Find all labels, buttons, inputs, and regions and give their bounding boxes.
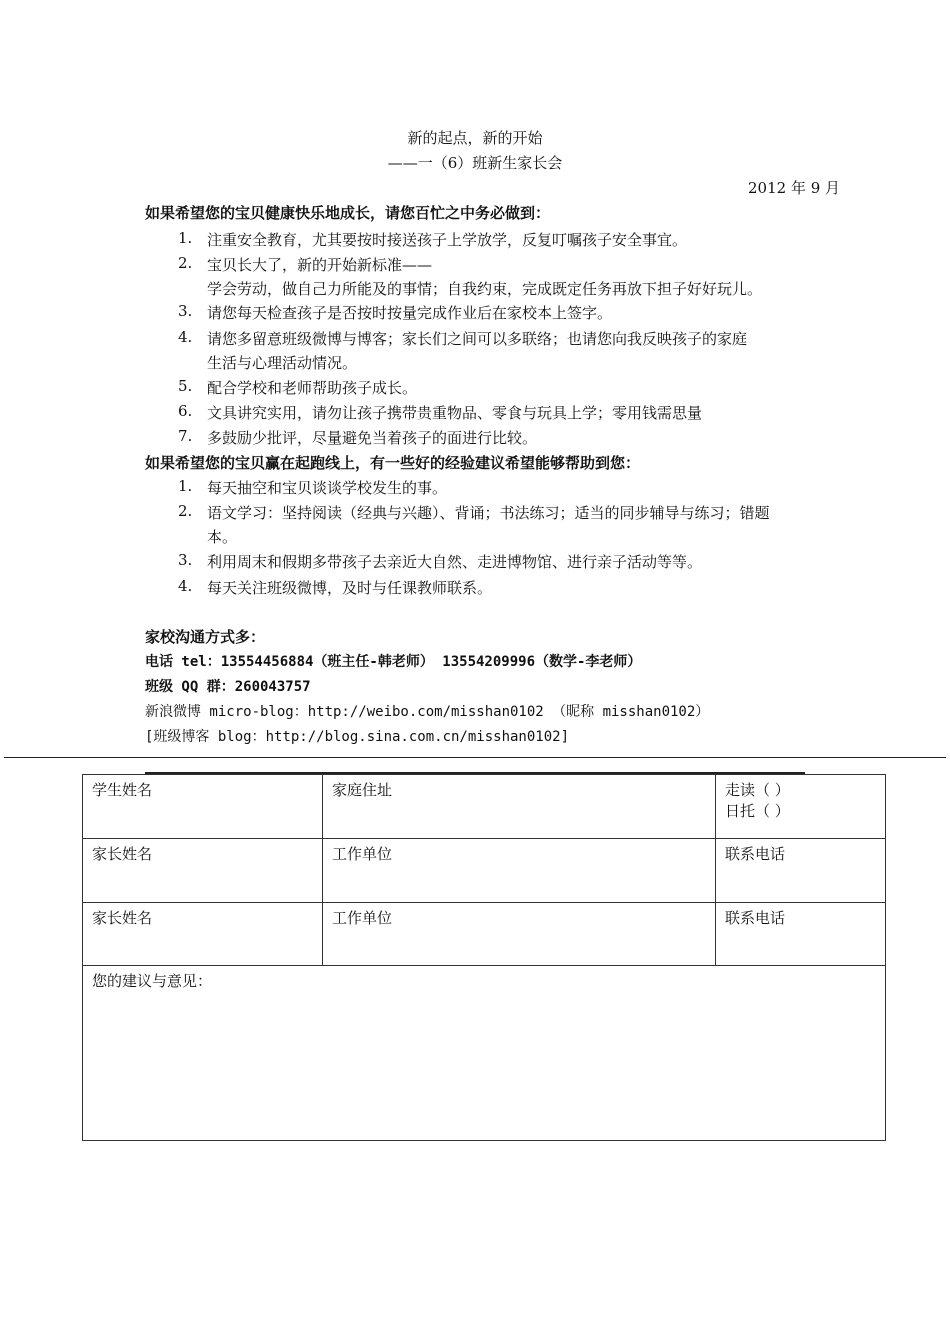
work-unit-label: 工作单位 [332,845,393,863]
suggestions-label: 您的建议与意见： [92,972,213,990]
contact-qq: 班级 QQ 群：260043757 [145,679,311,695]
parent-name-field[interactable] [83,839,323,903]
list-item-number: 3. [178,302,193,320]
contact-phone-label: 联系电话 [725,909,786,927]
list-item-number: 6. [178,402,193,420]
date-label: 2012 年 9 月 [748,179,841,197]
list-item-number: 7. [178,427,193,445]
list-item: 语文学习：坚持阅读（经典与兴趣）、背诵；书法练习；适当的同步辅导与练习；错题 [207,504,770,522]
list-item: 宝贝长大了，新的开始新标准—— [207,256,433,274]
home-address-field[interactable] [323,775,716,839]
walk-home-option[interactable]: 走读（ ） [725,781,790,799]
day-care-option[interactable]: 日托（ ） [725,802,790,820]
contact-weibo: 新浪微博 micro-blog：http://weibo.com/misshan0102 （昵称 misshan0102） [145,704,710,720]
page-title: 新的起点，新的开始 [407,129,543,147]
list-item-number: 3. [178,551,193,569]
list-item: 利用周末和假期多带孩子去亲近大自然、走进博物馆、进行亲子活动等等。 [207,553,703,571]
list-item: 配合学校和老师帮助孩子成长。 [207,379,418,397]
work-unit-label: 工作单位 [332,909,393,927]
student-name-field[interactable] [83,775,323,839]
list-item: 文具讲究实用，请勿让孩子携带贵重物品、零食与玩具上学；零用钱需思量 [207,404,703,422]
suggestions-field[interactable] [83,966,886,1141]
list-item-continuation: 本。 [207,528,238,546]
list-item: 注重安全教育，尤其要按时接送孩子上学放学，反复叮嘱孩子安全事宜。 [207,231,688,249]
list-item-number: 4. [178,577,193,595]
contact-heading: 家校沟通方式多： [145,628,266,646]
list-item: 每天抽空和宝贝谈谈学校发生的事。 [207,479,448,497]
parent-name-field[interactable] [83,903,323,966]
list-item-number: 1. [178,229,193,247]
list-item: 每天关注班级微博，及时与任课教师联系。 [207,579,493,597]
home-address-label: 家庭住址 [332,781,393,799]
list-item-continuation: 学会劳动，做自己力所能及的事情；自我约束，完成既定任务再放下担子好好玩儿。 [207,280,763,298]
contact-phone-label: 联系电话 [725,845,786,863]
section1-heading: 如果希望您的宝贝健康快乐地成长，请您百忙之中务必做到： [145,204,551,222]
list-item-continuation: 生活与心理活动情况。 [207,354,358,372]
list-item-number: 5. [178,377,193,395]
contact-phone-field[interactable] [716,903,886,966]
parent-name-label: 家长姓名 [92,845,153,863]
parent-info-form [82,774,886,1141]
list-item: 请您每天检查孩子是否按时按量完成作业后在家校本上签字。 [207,304,613,322]
work-unit-field[interactable] [323,903,716,966]
parent-name-label: 家长姓名 [92,909,153,927]
section2-heading: 如果希望您的宝贝赢在起跑线上，有一些好的经验建议希望能够帮助到您： [145,454,641,472]
student-name-label: 学生姓名 [92,781,153,799]
divider [4,757,946,758]
list-item-number: 1. [178,477,193,495]
list-item-number: 2. [178,254,193,272]
work-unit-field[interactable] [323,839,716,903]
contact-phone: 电话 tel：13554456884（班主任-韩老师） 13554209996（数学-李老师） [145,654,642,670]
attendance-type-field[interactable] [716,775,886,839]
contact-blog: [班级博客 blog：http://blog.sina.com.cn/misshan0102] [145,729,570,745]
list-item: 请您多留意班级微博与博客；家长们之间可以多联络；也请您向我反映孩子的家庭 [207,330,748,348]
contact-phone-field[interactable] [716,839,886,903]
list-item: 多鼓励少批评，尽量避免当着孩子的面进行比较。 [207,429,538,447]
list-item-number: 2. [178,502,193,520]
page-subtitle: ——一（6）班新生家长会 [387,154,563,172]
list-item-number: 4. [178,328,193,346]
